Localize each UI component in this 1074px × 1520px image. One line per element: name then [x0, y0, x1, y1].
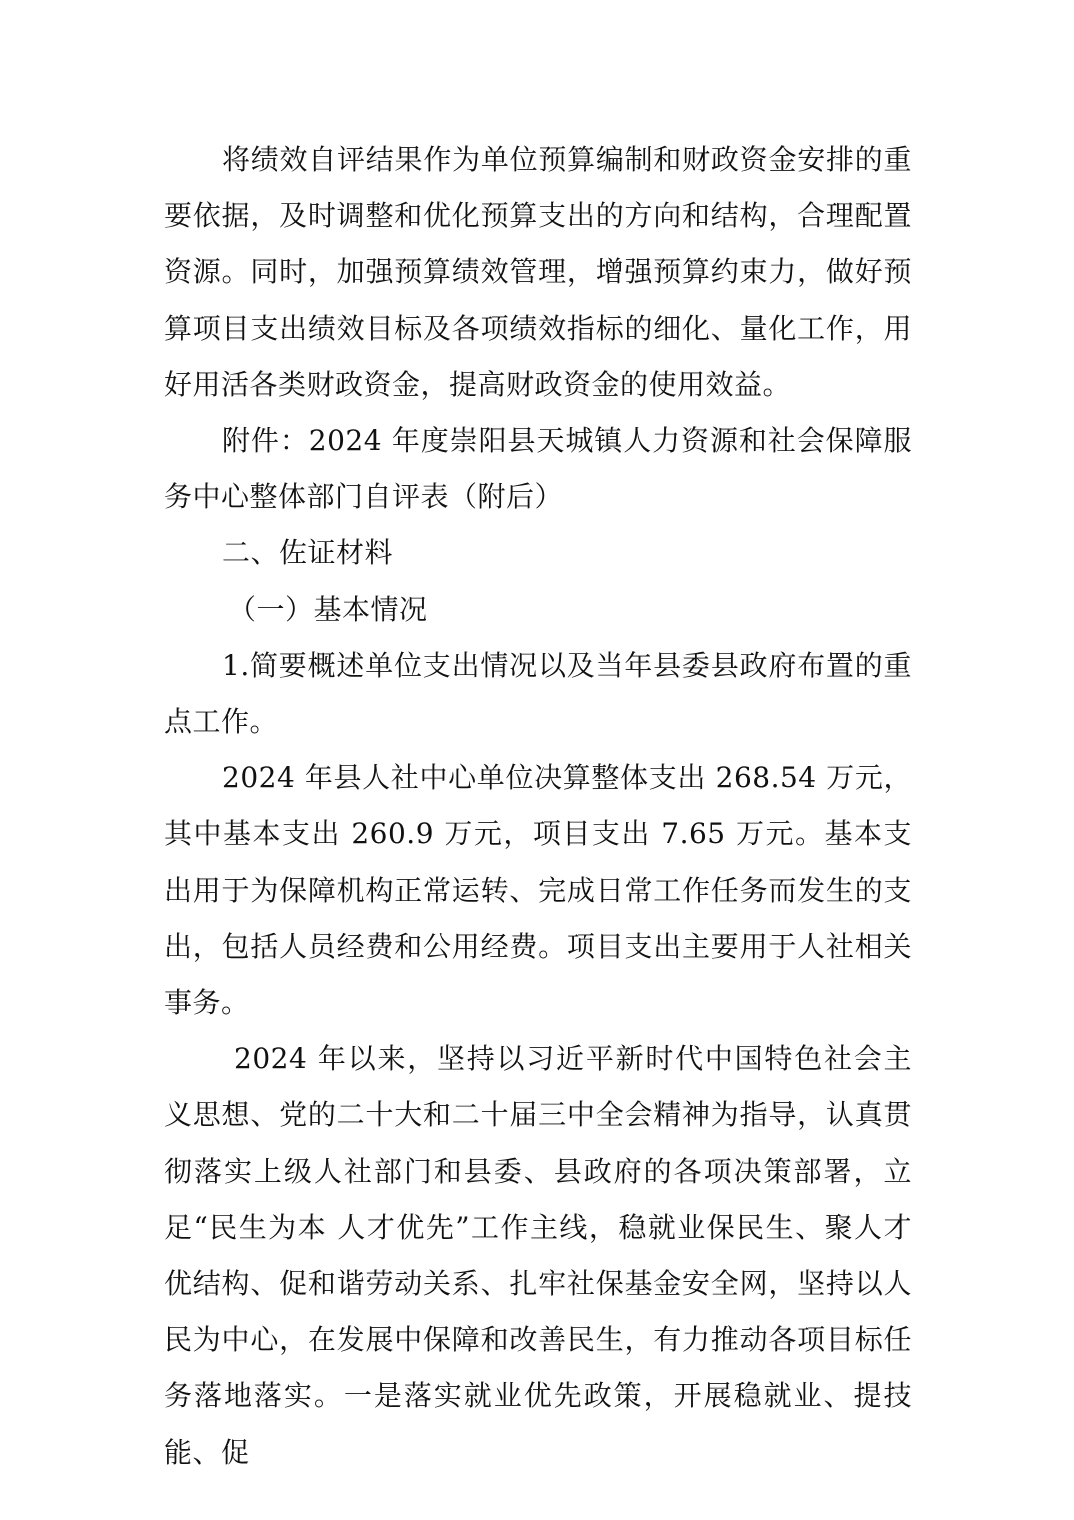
paragraph-attachment: 附件：2024 年度崇阳县天城镇人力资源和社会保障服务中心整体部门自评表（附后） [164, 424, 912, 514]
subsection-heading-basic-info: （一）基本情况 [228, 592, 428, 626]
paragraph-budget-basis: 将绩效自评结果作为单位预算编制和财政资金安排的重要依据，及时调整和优化预算支出的方向和结构，合理配置资源。同时，加强预算绩效管理，增强预算约束力，做好预算项目支出绩效目标及各项绩效指标的细化、量化工作，用好用活各类财政资金，提高财政资金的使用效益。 [164, 143, 912, 401]
paragraph-work-summary: 2024 年以来，坚持以习近平新时代中国特色社会主义思想、党的二十大和二十届三中全会精神为指导，认真贯彻落实上级人社部门和县委、县政府的各项决策部署，立足“民生为本 人才优先”工作主线，稳就业保民生、聚人才优结构、促和谐劳动关系、扎牢社保基金安全网，坚持以人民为中心，在发展中保障和改善民生，有力推动各项目标任务落地落实。一是落实就业优先政策，开展稳就业、提技能、促 [164, 1042, 912, 1469]
document-body [164, 132, 912, 1481]
paragraph-item-1: 1.简要概述单位支出情况以及当年县委县政府布置的重点工作。 [164, 648, 912, 739]
paragraph-expenditure: 2024 年县人社中心单位决算整体支出 268.54 万元，其中基本支出 260.9 万元，项目支出 7.65 万元。基本支出用于为保障机构正常运转、完成日常工作任务而发生的支出，包括人员经费和公用经费。项目支出主要用于人社相关事务。 [164, 761, 912, 1020]
section-heading-evidence: 二、佐证材料 [222, 536, 394, 570]
